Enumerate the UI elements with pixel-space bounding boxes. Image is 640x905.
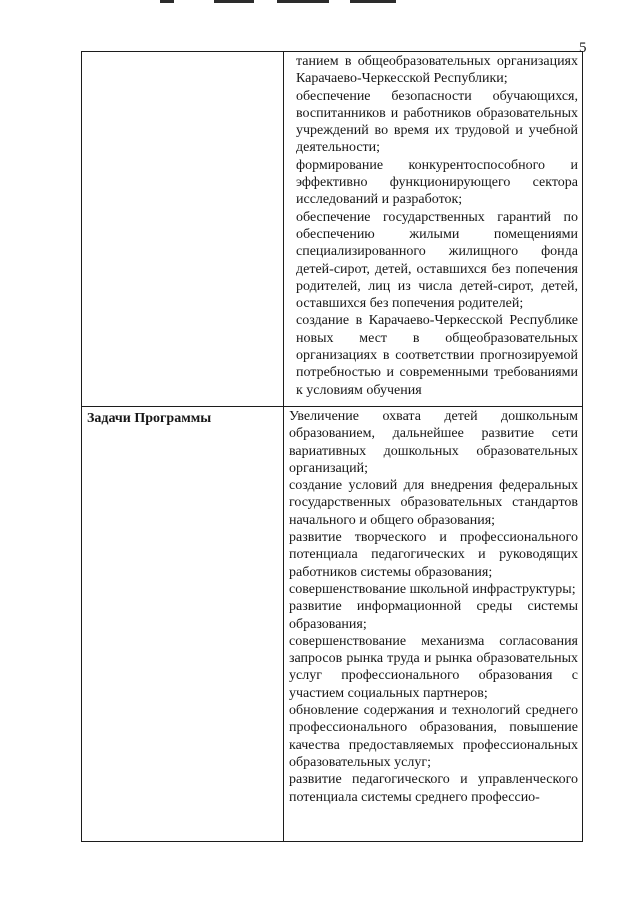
row-content-cell bbox=[284, 52, 583, 407]
program-passport-table bbox=[81, 51, 583, 842]
row-content-cell bbox=[284, 407, 583, 842]
list-item: развитие информационной среды системы образования; bbox=[289, 599, 578, 632]
scan-edge-marks bbox=[0, 0, 640, 8]
list-item: формирование конкурентоспособного и эффективно функционирующего сектора исследований и разработок; bbox=[296, 157, 578, 208]
list-item: создание в Карачаево-Черкесской Республике новых мест в общеобразовательных организациях в соответствии прогнозируемой потребностью и современными требованиями к условиям обучения bbox=[296, 313, 578, 398]
list-item: обеспечение государственных гарантий по обеспечению жилыми помещениями специализированного жилищного фонда детей-сирот, детей, оставшихся без попечения родителей, лиц из числа детей-сирот, детей, оставшихся без попечения родителей; bbox=[296, 209, 578, 312]
row-label-cell bbox=[82, 52, 284, 407]
list-item: обеспечение безопасности обучающихся, воспитанников и работников образовательных учреждений во время их трудовой и учебной деятельности; bbox=[296, 88, 578, 156]
page-number: 5 bbox=[579, 40, 587, 56]
list-item: совершенствование механизма согласования запросов рынка труда и рынка образовательных услуг профессионального образования с участием социальных партнеров; bbox=[289, 633, 578, 701]
table-row bbox=[82, 52, 583, 407]
row-content bbox=[284, 52, 582, 401]
row-label-cell bbox=[82, 407, 284, 842]
list-item: обновление содержания и технологий среднего профессионального образования, повышение качества предоставляемых профессиональных образовательных услуг; bbox=[289, 703, 578, 770]
list-item: развитие творческого и профессионального потенциала педагогических и руководящих работников системы образования; bbox=[289, 530, 578, 580]
row-label bbox=[82, 52, 283, 55]
row-content bbox=[284, 407, 582, 808]
list-item: совершенствование школьной инфраструктуры; bbox=[289, 581, 576, 597]
table-row bbox=[82, 407, 583, 842]
list-item: развитие педагогического и управленческого потенциала системы среднего профессио- bbox=[289, 772, 578, 805]
row-label-tasks: Задачи Программы bbox=[87, 411, 212, 426]
list-item: Увеличение охвата детей дошкольным образованием, дальнейшее развитие сети вариативных дошкольных образовательных организаций; bbox=[289, 409, 578, 476]
list-item: танием в общеобразовательных организациях Карачаево-Черкесской Республики; bbox=[296, 54, 578, 87]
list-item: создание условий для внедрения федеральных государственных образовательных стандартов начального и общего образования; bbox=[289, 478, 578, 528]
